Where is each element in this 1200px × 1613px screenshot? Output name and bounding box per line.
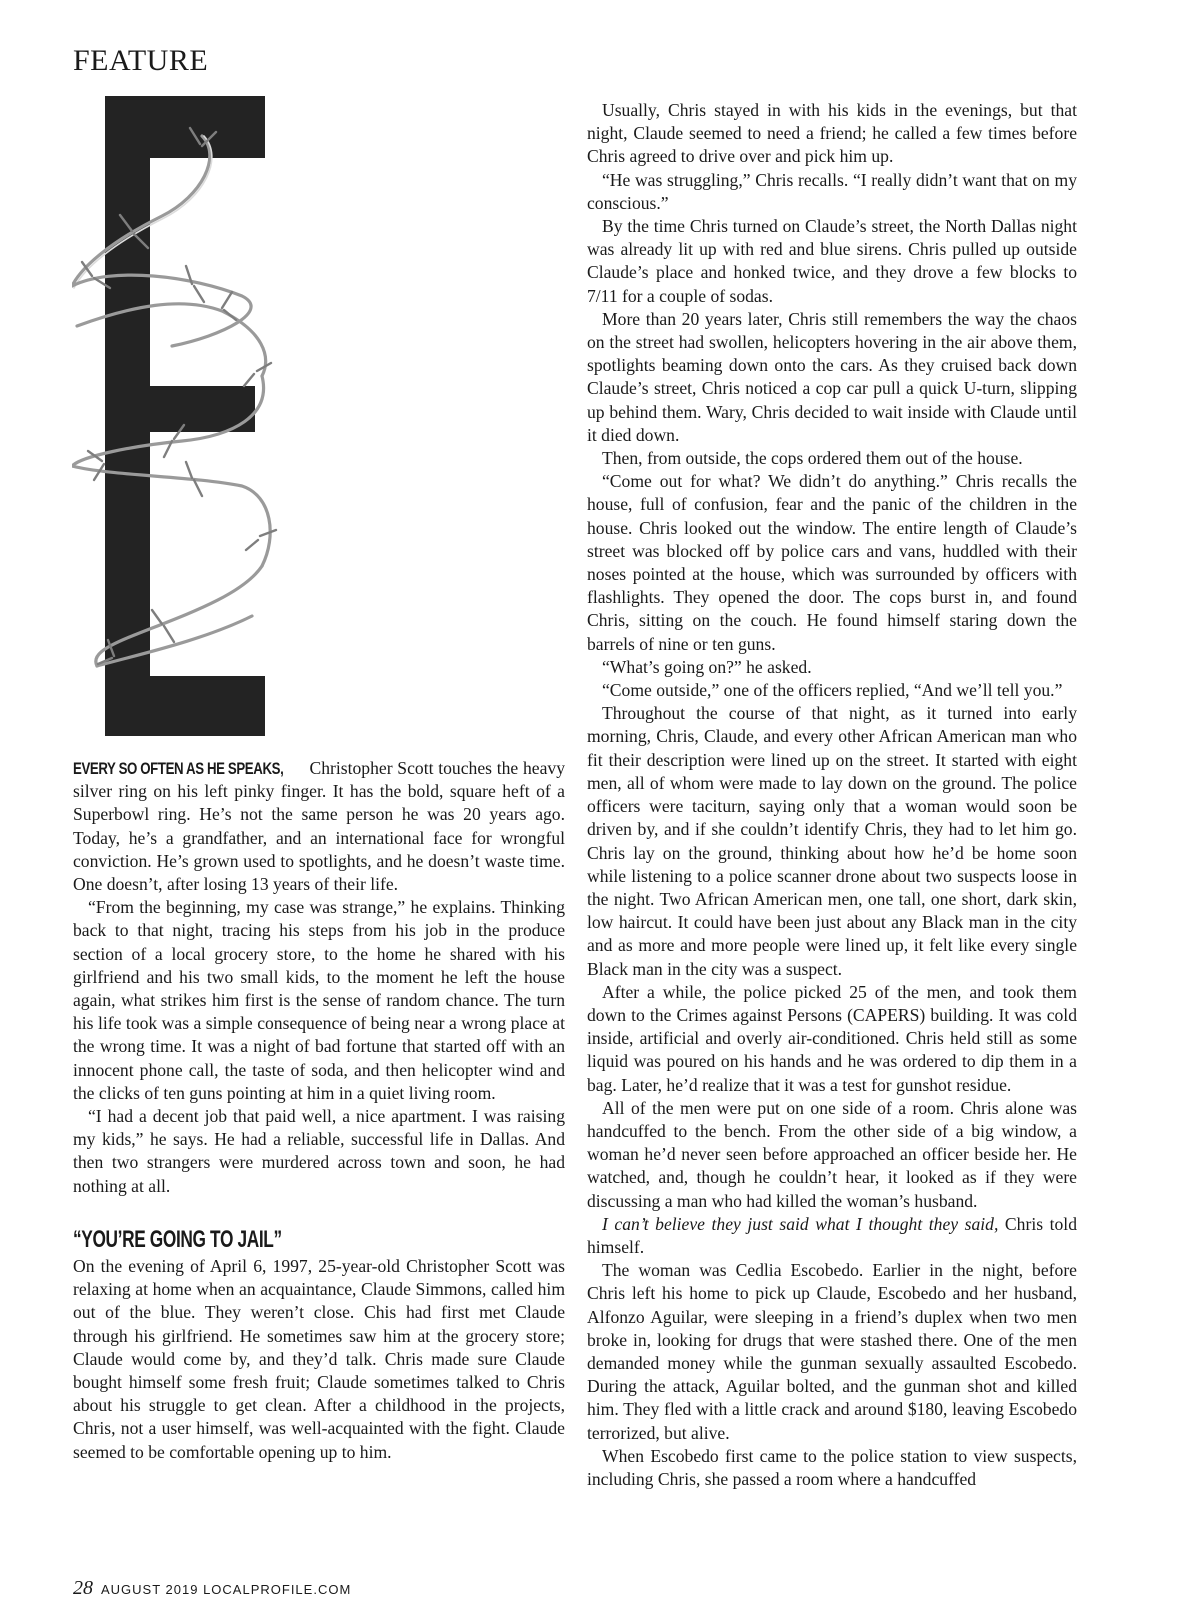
paragraph: All of the men were put on one side of a room. Chris alone was handcuffed to the bench. From the other side of a big window, a woman he’d never seen before approached an officer beside her. He watched, and, though he couldn’t hear, it looked as if they were discussing a man who had killed the woman’s husband. <box>587 1097 1077 1211</box>
paragraph: Then, from outside, the cops ordered them out of the house. <box>602 448 1023 469</box>
lead-in: EVERY SO OFTEN AS HE SPEAKS, <box>73 759 284 778</box>
paragraph: I can’t believe they just said what I thought they said, Chris told himself. <box>587 1213 1077 1257</box>
italic-thought: I can’t believe they just said what I thought they said, <box>602 1213 999 1234</box>
page-footer <box>73 1577 351 1600</box>
paragraph: “He was struggling,” Chris recalls. “I really didn’t want that on my conscious.” <box>587 169 1077 213</box>
paragraph: By the time Chris turned on Claude’s street, the North Dallas night was already lit up with red and blue sirens. Chris pulled up outside Claude’s place and honked twice, and they drove a few blocks to 7/11 for a couple of sodas. <box>587 216 1077 306</box>
dropcap-e-barbed-wire <box>72 96 302 736</box>
paragraph: Usually, Chris stayed in with his kids in the evenings, but that night, Claude seemed to need a friend; he called a few times before Chris agreed to drive over and pick him up. <box>587 100 1077 167</box>
paragraph: “Come out for what? We didn’t do anything.” Chris recalls the house, full of confusion, fear and the panic of the children in the house. Chris looked out the window. The entire length of Claude’s street was blocked off by police cars and vans, huddled with their noses pointed at the house, which was surrounded by officers with flashlights. They opened the door. The cops burst in, and found Chris, sitting on the couch. He found himself staring down the barrels of nine or ten guns. <box>587 471 1077 654</box>
paragraph: After a while, the police picked 25 of the men, and took them down to the Crimes against Persons (CAPERS) building. It was cold inside, artificial and overly air-conditioned. Chris held still as some liquid was poured on his hands and he was ordered to dip them in a bag. Later, he’d realize that it was a test for gunshot residue. <box>587 981 1077 1095</box>
subheading: “YOU’RE GOING TO JAIL” <box>73 1225 282 1253</box>
issue-line: AUGUST 2019 LOCALPROFILE.COM <box>101 1582 352 1597</box>
paragraph: When Escobedo first came to the police station to view suspects, including Chris, she passed a room where a handcuffed <box>587 1445 1077 1489</box>
paragraph: The woman was Cedlia Escobedo. Earlier in the night, before Chris left his home to pick up Claude, Escobedo and her husband, Alfonzo Aguilar, were sleeping in a friend’s duplex when two men broke in, looking for drugs that were stashed there. One of the men demanded money while the gunman sexually assaulted Escobedo. During the attack, Aguilar bolted, and the gunman shot and killed him. They fled with a little crack and around $180, leaving Escobedo terrorized, but alive. <box>587 1260 1077 1443</box>
paragraph: EVERY SO OFTEN AS HE SPEAKS, Christopher Scott touches the heavy silver ring on his left pinky finger. It has the bold, square heft of a Superbowl ring. He’s not the same person he was 20 years ago. Today, he’s a grandfather, and an international face for wrongful conviction. He’s grown used to spotlights, and he doesn’t waste time. One doesn’t, after losing 13 years of their life. <box>73 758 565 895</box>
paragraph: Throughout the course of that night, as it turned into early morning, Chris, Claude, and every other African American man who fit their description were lined up on the street. It started with eight men, all of whom were made to lay down on the ground. The police officers were taciturn, saying only that a woman would soon be driven by, and if she couldn’t identify Chris, they had to let him go. Chris lay on the ground, thinking about how he’d be home soon while listening to a police scanner drone about two suspects loose in the night. Two African American men, one tall, one short, dark skin, low haircut. It could have been just about any Black man in the city and as more and more people were lined up, it felt like every single Black man in the city was a suspect. <box>587 703 1077 979</box>
paragraph: On the evening of April 6, 1997, 25-year-old Christopher Scott was relaxing at home when an acquaintance, Claude Simmons, called him out of the blue. They weren’t close. Chis had first met Claude through his girlfriend. He sometimes saw him at the grocery store; Claude would come by, and they’d talk. Chris made sure Claude bought himself some fresh fruit; Claude sometimes talked to Chris about his struggle to get clean. After a childhood in the projects, Chris, not a user himself, was well-acquainted with the fight. Claude seemed to be comfortable opening up to him. <box>73 1256 565 1462</box>
page-number: 28 <box>73 1577 93 1599</box>
left-column <box>73 757 565 1464</box>
paragraph: “From the beginning, my case was strange,” he explains. Thinking back to that night, tracing his steps from his job in the produce section of a local grocery store, to the home he shared with his girlfriend and his two small kids, to the moment he left the house again, what strikes him first is the sense of random chance. The turn his life took was a simple consequence of being near a wrong place at the wrong time. It was a night of bad fortune that started off with an innocent phone call, the taste of soda, and then helicopter wind and the clicks of ten guns pointing at him in a quiet living room. <box>73 897 565 1103</box>
dropcap-letter-e <box>105 96 265 736</box>
paragraph: “Come outside,” one of the officers replied, “And we’ll tell you.” <box>602 680 1063 701</box>
paragraph: More than 20 years later, Chris still remembers the way the chaos on the street had swollen, helicopters hovering in the air above them, spotlights beaming down onto the cars. As they cruised back down Claude’s street, Chris noticed a cop car pull a quick U-turn, slipping up behind them. Wary, Chris decided to wait inside with Claude until it died down. <box>587 308 1077 445</box>
right-column <box>587 99 1077 1491</box>
paragraph: “I had a decent job that paid well, a nice apartment. I was raising my kids,” he says. He had a reliable, successful life in Dallas. And then two strangers were murdered across town and soon, he had nothing at all. <box>73 1106 565 1196</box>
paragraph: “What’s going on?” he asked. <box>602 656 812 677</box>
section-label: FEATURE <box>73 44 209 77</box>
